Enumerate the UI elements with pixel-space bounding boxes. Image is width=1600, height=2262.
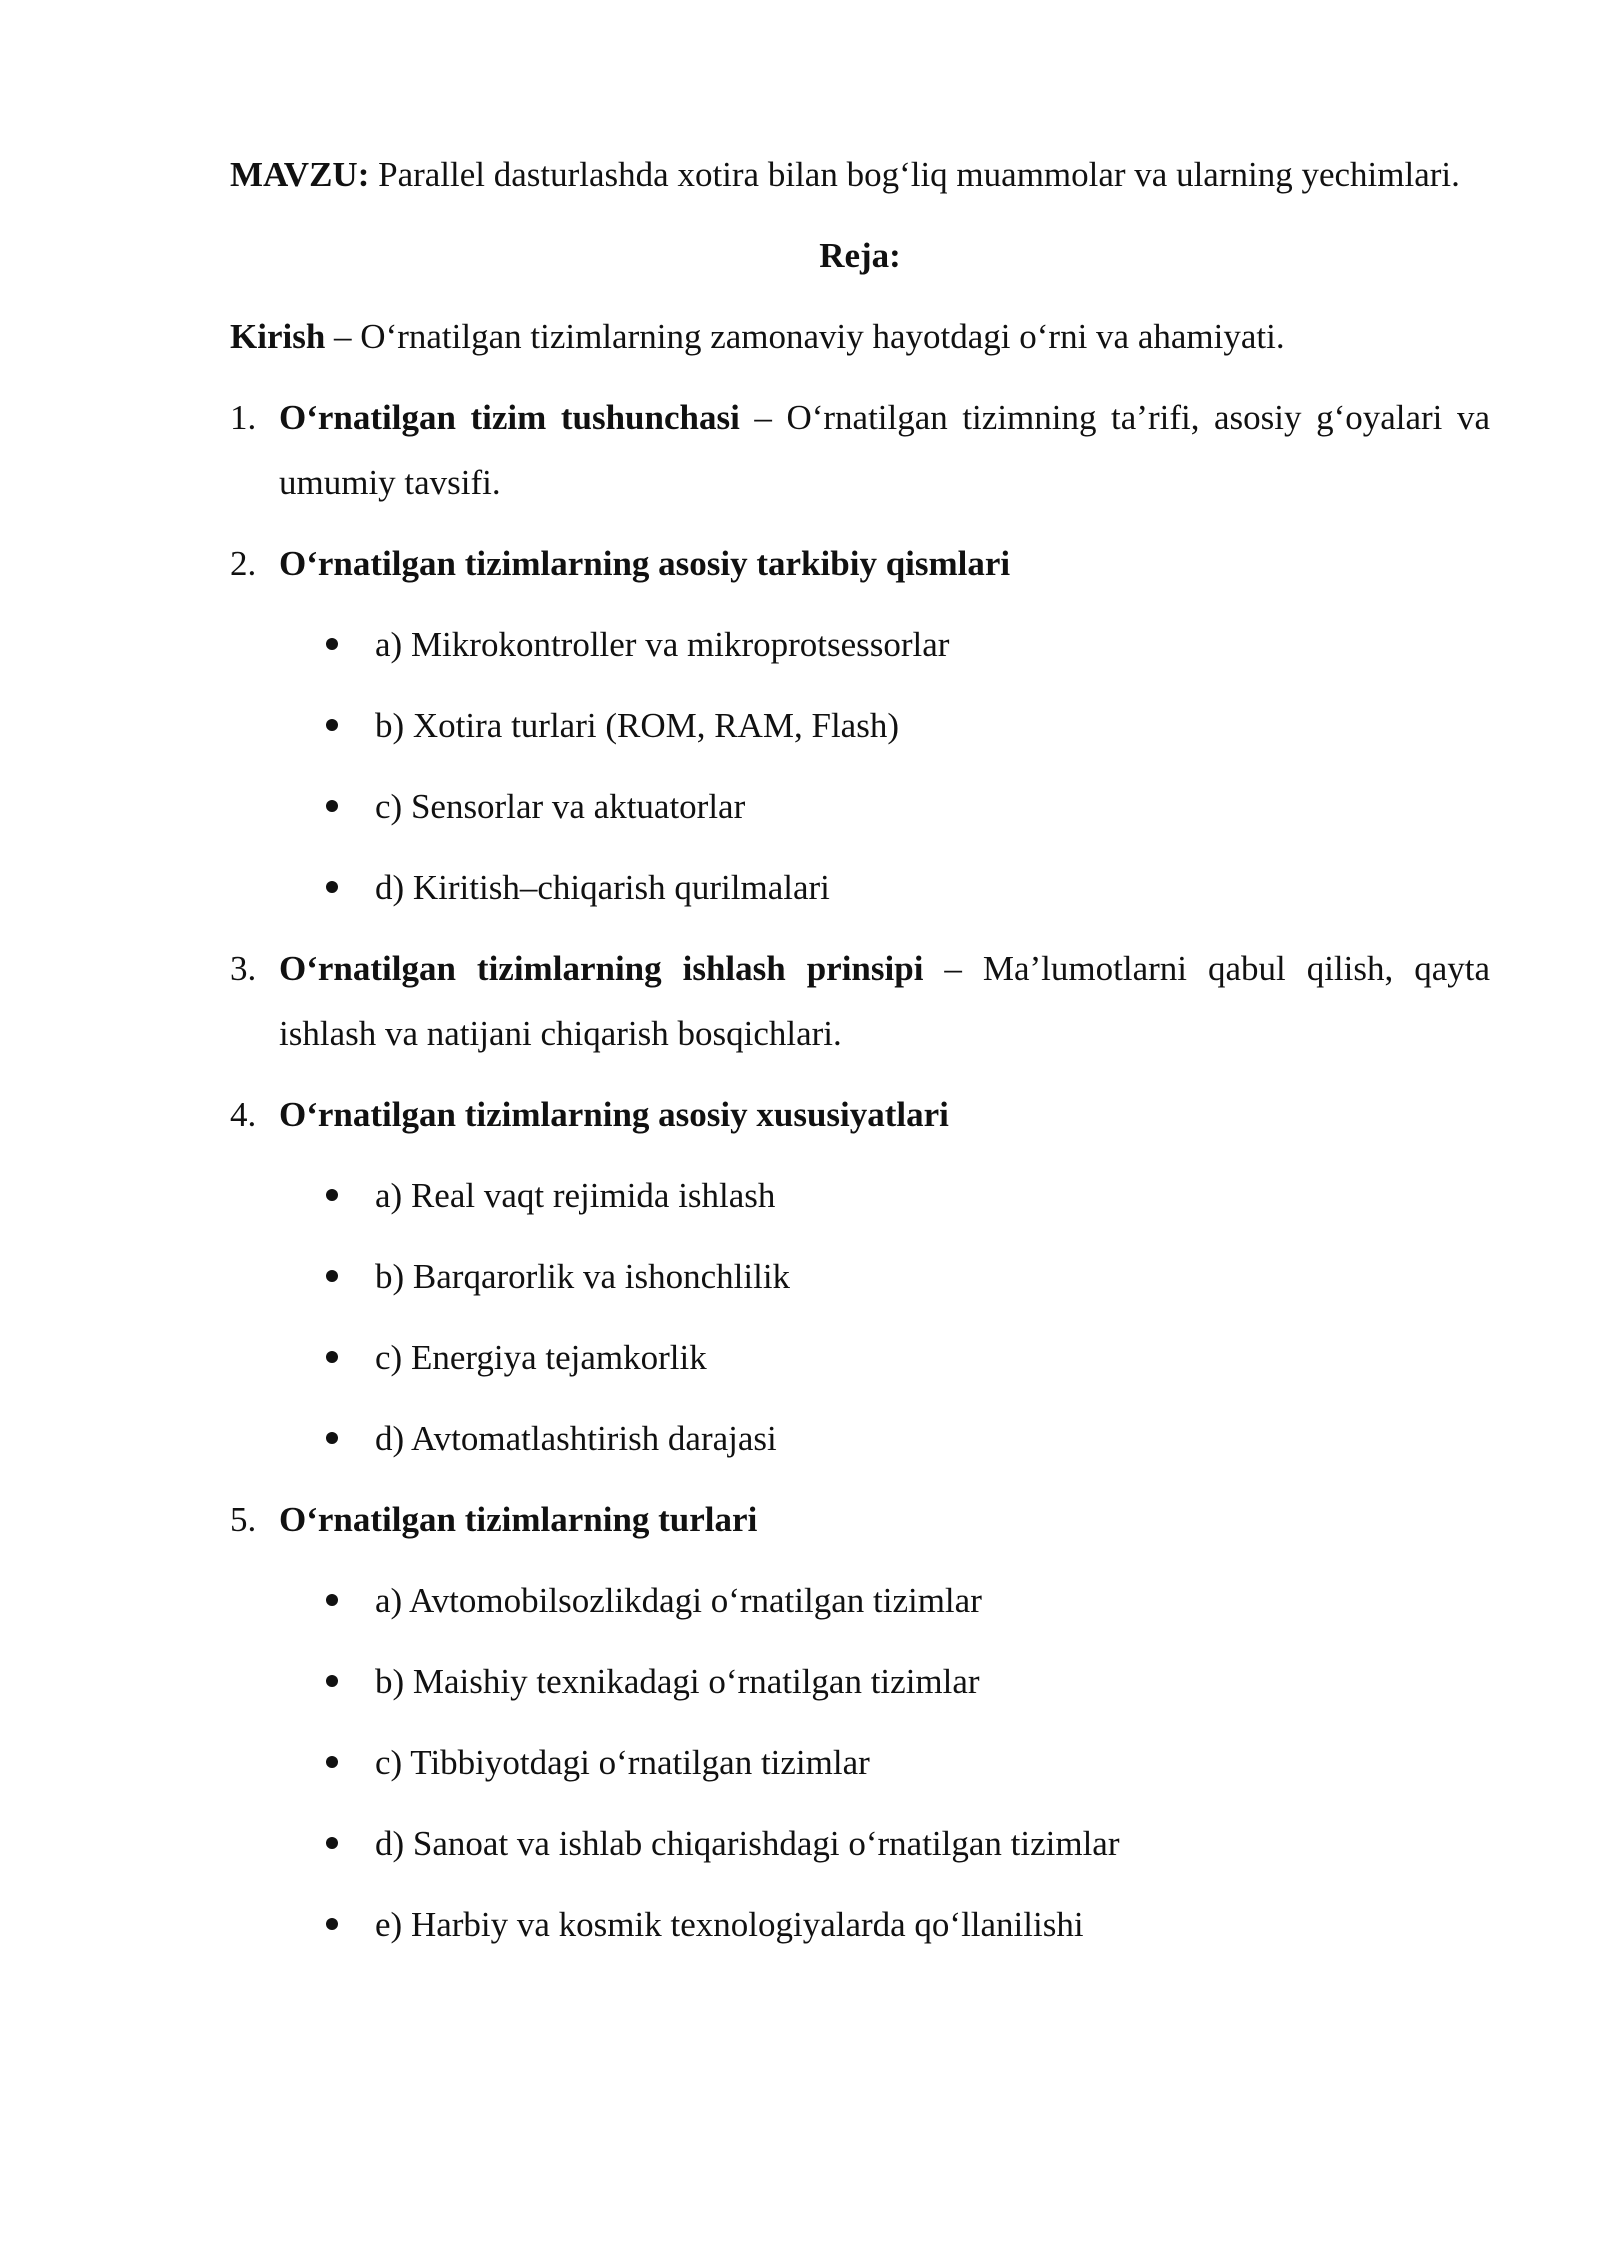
list-item xyxy=(230,1325,1490,1390)
item-text: – Ma’lumotlarni qabul qilish, qayta ishlash va natijani chiqarish bosqichlari. xyxy=(279,949,1491,1053)
list-item xyxy=(230,1406,1490,1471)
bullet-icon xyxy=(326,1189,338,1201)
item-number: 2. xyxy=(230,544,257,583)
list-item-text: e) Harbiy va kosmik texnologiyalarda qo‘llanilishi xyxy=(375,1905,1084,1944)
list-item-text: a) Real vaqt rejimida ishlash xyxy=(375,1176,776,1215)
intro-paragraph xyxy=(230,304,1490,369)
list-item-text: a) Mikrokontroller va mikroprotsessorlar xyxy=(375,625,950,664)
bullet-icon xyxy=(326,719,338,731)
list-item-text: d) Kiritish–chiqarish qurilmalari xyxy=(375,868,830,907)
bullet-icon xyxy=(326,1675,338,1687)
list-item xyxy=(230,1568,1490,1633)
item-number: 5. xyxy=(230,1500,257,1539)
item-number: 1. xyxy=(230,398,257,437)
bullet-icon xyxy=(326,1756,338,1768)
item-title: O‘rnatilgan tizimlarning ishlash prinsipi xyxy=(279,949,924,988)
list-item-text: d) Sanoat va ishlab chiqarishdagi o‘rnatilgan tizimlar xyxy=(375,1824,1120,1863)
item-title: O‘rnatilgan tizimlarning asosiy xususiyatlari xyxy=(279,1095,949,1134)
item-text: – O‘rnatilgan tizimning ta’rifi, asosiy g‘oyalari va umumiy tavsifi. xyxy=(279,398,1490,502)
list-item-text: b) Xotira turlari (ROM, RAM, Flash) xyxy=(375,706,899,745)
list-item xyxy=(230,1163,1490,1228)
list-item xyxy=(230,612,1490,677)
list-item-text: b) Barqarorlik va ishonchlilik xyxy=(375,1257,791,1296)
plan-item-3 xyxy=(230,936,1490,1066)
intro-label: Kirish xyxy=(230,317,326,356)
bullet-icon xyxy=(326,1432,338,1444)
list-item-text: c) Tibbiyotdagi o‘rnatilgan tizimlar xyxy=(375,1743,870,1782)
item-title: O‘rnatilgan tizimlarning asosiy tarkibiy qismlari xyxy=(279,544,1011,583)
plan-item-4 xyxy=(230,1082,1490,1147)
bullet-icon xyxy=(326,638,338,650)
topic-label: MAVZU: xyxy=(230,155,370,194)
bullet-icon xyxy=(326,1270,338,1282)
plan-item-2 xyxy=(230,531,1490,596)
plan-title: Reja: xyxy=(819,236,901,275)
plan-item-5 xyxy=(230,1487,1490,1552)
list-item xyxy=(230,1730,1490,1795)
bullet-icon xyxy=(326,881,338,893)
list-item-text: d) Avtomatlashtirish darajasi xyxy=(375,1419,777,1458)
list-item-text: a) Avtomobilsozlikdagi o‘rnatilgan tizimlar xyxy=(375,1581,982,1620)
bullet-icon xyxy=(326,1837,338,1849)
item-number: 3. xyxy=(230,949,257,988)
list-item-text: b) Maishiy texnikadagi o‘rnatilgan tizimlar xyxy=(375,1662,980,1701)
bullet-list-4 xyxy=(230,1163,1490,1471)
list-item xyxy=(230,1649,1490,1714)
document-page xyxy=(230,142,1490,1973)
list-item xyxy=(230,1244,1490,1309)
list-item-text: c) Sensorlar va aktuatorlar xyxy=(375,787,746,826)
bullet-icon xyxy=(326,1594,338,1606)
bullet-icon xyxy=(326,1918,338,1930)
bullet-icon xyxy=(326,800,338,812)
list-item xyxy=(230,855,1490,920)
list-item xyxy=(230,1892,1490,1957)
list-item xyxy=(230,774,1490,839)
item-title: O‘rnatilgan tizim tushunchasi xyxy=(279,398,740,437)
plan-item-1 xyxy=(230,385,1490,515)
topic-paragraph xyxy=(230,142,1490,207)
bullet-list-5 xyxy=(230,1568,1490,1957)
bullet-icon xyxy=(326,1351,338,1363)
intro-text: – O‘rnatilgan tizimlarning zamonaviy hayotdagi o‘rni va ahamiyati. xyxy=(325,317,1285,356)
item-title: O‘rnatilgan tizimlarning turlari xyxy=(279,1500,758,1539)
bullet-list-2 xyxy=(230,612,1490,920)
list-item-text: c) Energiya tejamkorlik xyxy=(375,1338,707,1377)
item-number: 4. xyxy=(230,1095,257,1134)
topic-text: Parallel dasturlashda xotira bilan bog‘liq muammolar va ularning yechimlari. xyxy=(369,155,1460,194)
list-item xyxy=(230,1811,1490,1876)
list-item xyxy=(230,693,1490,758)
